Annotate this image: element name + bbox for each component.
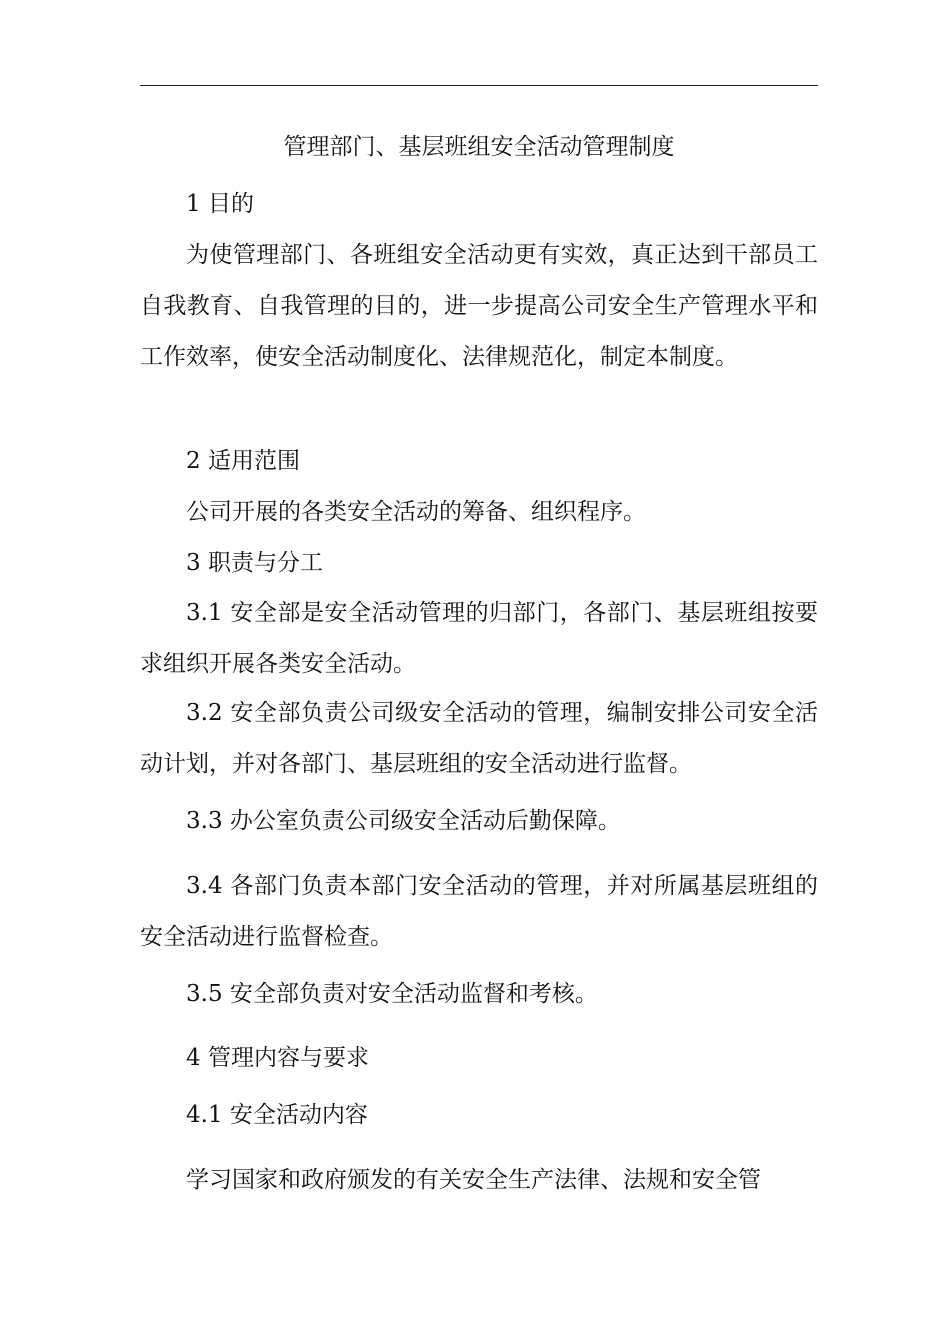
section-2-heading: 2 适用范围	[186, 448, 300, 474]
section-4-1-body: 学习国家和政府颁发的有关安全生产法律、法规和安全管	[186, 1167, 761, 1193]
section-1-heading: 1 目的	[186, 191, 254, 217]
section-3-5: 3.5 安全部负责对安全活动监督和考核。	[186, 981, 598, 1007]
section-3-4: 3.4 各部门负责本部门安全活动的管理，并对所属基层班组的安全活动进行监督检查。	[140, 873, 818, 950]
section-3-2: 3.2 安全部负责公司级安全活动的管理，编制安排公司安全活动计划，并对各部门、基层班组的安全活动进行监督。	[140, 700, 818, 777]
section-2-body: 公司开展的各类安全活动的筹备、组织程序。	[186, 499, 646, 525]
section-4-1-heading: 4.1 安全活动内容	[186, 1102, 368, 1128]
section-4-heading: 4 管理内容与要求	[186, 1045, 369, 1071]
section-1-body: 为使管理部门、各班组安全活动更有实效，真正达到干部员工自我教育、自我管理的目的，进一步提高公司安全生产管理水平和工作效率，使安全活动制度化、法律规范化，制定本制度。	[140, 242, 818, 370]
section-3-1: 3.1 安全部是安全活动管理的归部门，各部门、基层班组按要求组织开展各类安全活动。	[140, 600, 818, 677]
header-rule	[140, 85, 818, 86]
section-3-heading: 3 职责与分工	[186, 550, 323, 576]
document-title: 管理部门、基层班组安全活动管理制度	[283, 134, 675, 160]
section-3-3: 3.3 办公室负责公司级安全活动后勤保障。	[186, 808, 621, 834]
